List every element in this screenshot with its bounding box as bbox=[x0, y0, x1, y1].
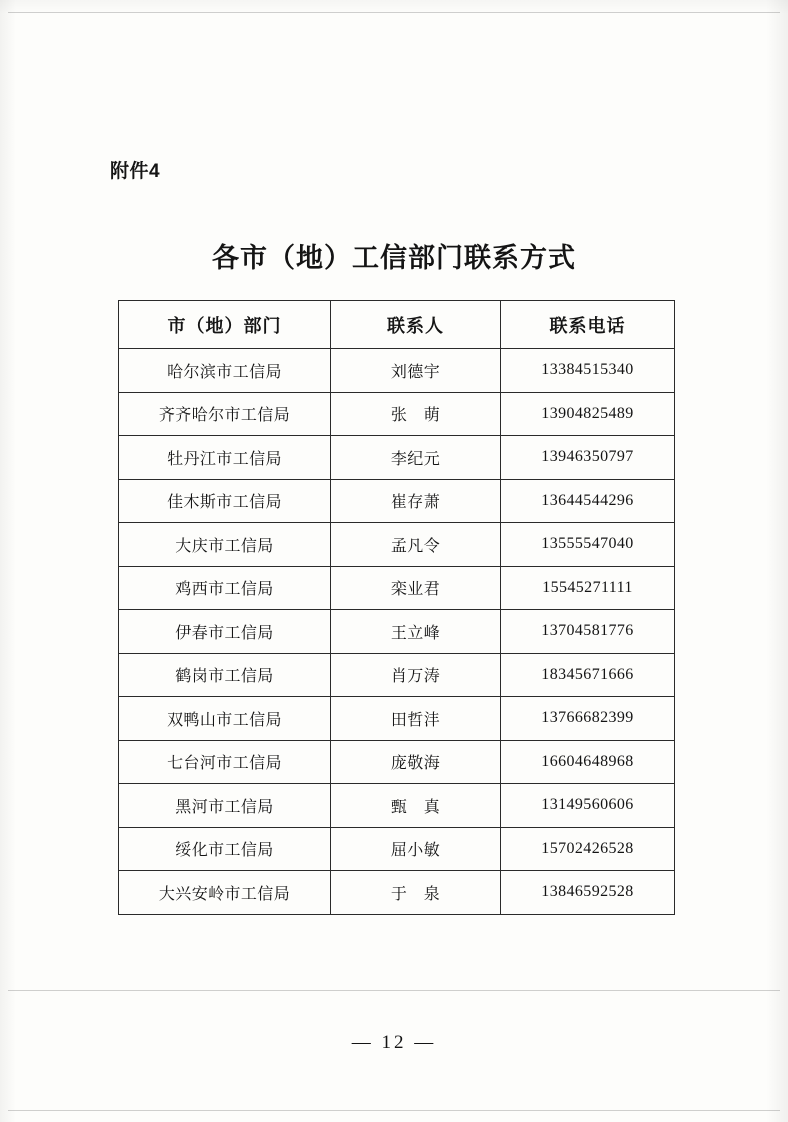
page-fold-line bbox=[8, 990, 780, 991]
table-row bbox=[119, 566, 675, 610]
cell-contact: 孟凡令 bbox=[331, 523, 501, 567]
cell-phone: 13384515340 bbox=[501, 349, 675, 393]
cell-phone: 13555547040 bbox=[501, 523, 675, 567]
column-header-contact: 联系人 bbox=[331, 301, 501, 349]
column-header-phone: 联系电话 bbox=[501, 301, 675, 349]
cell-department: 大兴安岭市工信局 bbox=[119, 871, 331, 915]
cell-contact: 田哲沣 bbox=[331, 697, 501, 741]
cell-contact: 于 泉 bbox=[331, 871, 501, 915]
table-row bbox=[119, 436, 675, 480]
cell-contact: 李纪元 bbox=[331, 436, 501, 480]
cell-contact: 张 萌 bbox=[331, 392, 501, 436]
cell-phone: 13846592528 bbox=[501, 871, 675, 915]
page-edge-top bbox=[8, 12, 780, 13]
cell-department: 七台河市工信局 bbox=[119, 740, 331, 784]
table-row bbox=[119, 871, 675, 915]
cell-department: 鹤岗市工信局 bbox=[119, 653, 331, 697]
attachment-label: 附件4 bbox=[110, 161, 161, 182]
page-edge-bottom bbox=[8, 1110, 780, 1111]
cell-contact: 崔存萧 bbox=[331, 479, 501, 523]
cell-contact: 甄 真 bbox=[331, 784, 501, 828]
cell-department: 双鸭山市工信局 bbox=[119, 697, 331, 741]
column-header-department: 市（地）部门 bbox=[119, 301, 331, 349]
contacts-table bbox=[118, 300, 675, 915]
cell-contact: 肖万涛 bbox=[331, 653, 501, 697]
cell-department: 绥化市工信局 bbox=[119, 827, 331, 871]
table-row bbox=[119, 349, 675, 393]
cell-phone: 15702426528 bbox=[501, 827, 675, 871]
cell-contact: 庞敬海 bbox=[331, 740, 501, 784]
table-row bbox=[119, 523, 675, 567]
table-row bbox=[119, 610, 675, 654]
cell-department: 哈尔滨市工信局 bbox=[119, 349, 331, 393]
cell-department: 伊春市工信局 bbox=[119, 610, 331, 654]
cell-phone: 13946350797 bbox=[501, 436, 675, 480]
page-number: — 12 — bbox=[351, 1032, 437, 1053]
cell-phone: 13149560606 bbox=[501, 784, 675, 828]
cell-department: 大庆市工信局 bbox=[119, 523, 331, 567]
cell-contact: 屈小敏 bbox=[331, 827, 501, 871]
cell-department: 黑河市工信局 bbox=[119, 784, 331, 828]
table-row bbox=[119, 653, 675, 697]
cell-phone: 15545271111 bbox=[501, 566, 675, 610]
cell-department: 齐齐哈尔市工信局 bbox=[119, 392, 331, 436]
table-row bbox=[119, 784, 675, 828]
table-row bbox=[119, 392, 675, 436]
table-header-row bbox=[119, 301, 675, 349]
cell-phone: 13766682399 bbox=[501, 697, 675, 741]
cell-phone: 13704581776 bbox=[501, 610, 675, 654]
cell-phone: 16604648968 bbox=[501, 740, 675, 784]
cell-contact: 刘德宇 bbox=[331, 349, 501, 393]
table-row bbox=[119, 697, 675, 741]
table-row bbox=[119, 479, 675, 523]
cell-department: 鸡西市工信局 bbox=[119, 566, 331, 610]
page-title: 各市（地）工信部门联系方式 bbox=[212, 243, 576, 273]
cell-department: 牡丹江市工信局 bbox=[119, 436, 331, 480]
cell-contact: 栾业君 bbox=[331, 566, 501, 610]
table-row bbox=[119, 827, 675, 871]
table-row bbox=[119, 740, 675, 784]
cell-contact: 王立峰 bbox=[331, 610, 501, 654]
cell-department: 佳木斯市工信局 bbox=[119, 479, 331, 523]
cell-phone: 13644544296 bbox=[501, 479, 675, 523]
cell-phone: 13904825489 bbox=[501, 392, 675, 436]
cell-phone: 18345671666 bbox=[501, 653, 675, 697]
